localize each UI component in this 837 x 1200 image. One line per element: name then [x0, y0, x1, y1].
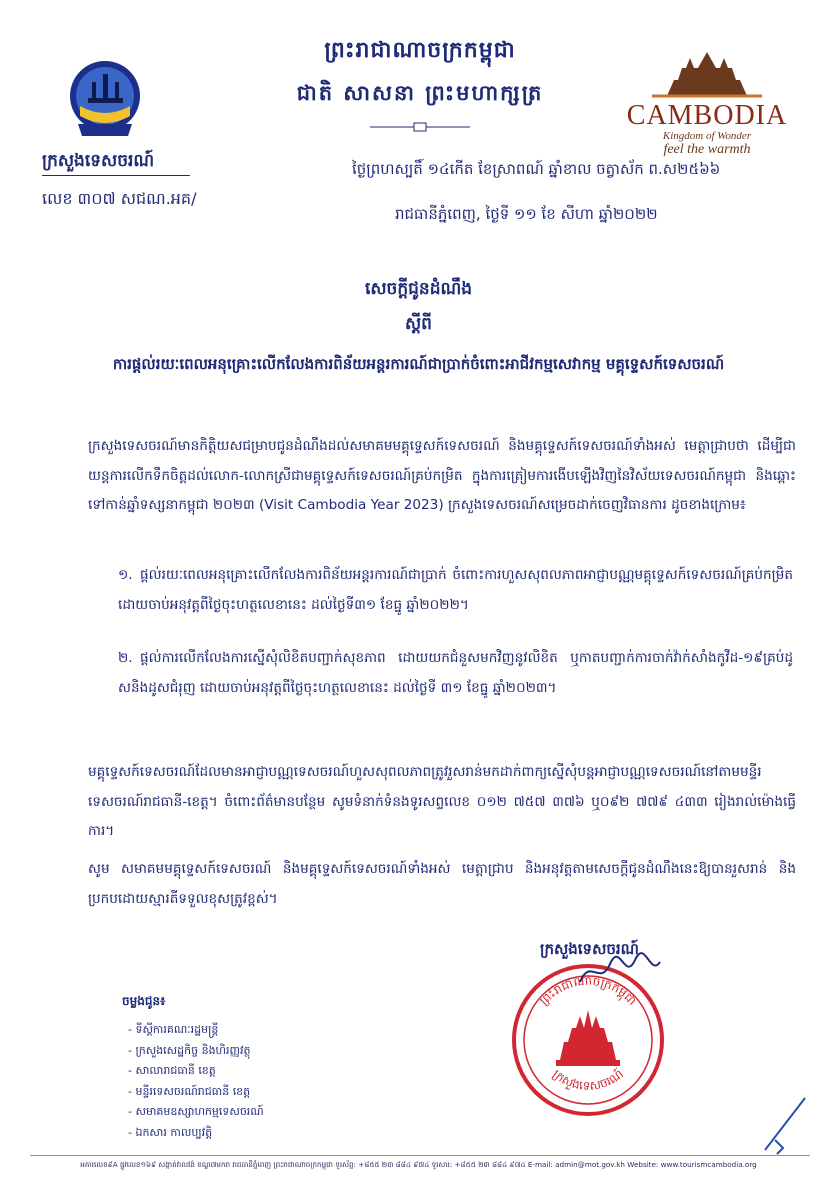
item-number: ២. [118, 650, 133, 666]
lunar-date: ថ្ងៃព្រហស្បតិ៍ ១៤កើត ខែស្រាពណ៍ ឆ្នាំខាល ចត្វាស័ក ព.ស២៥៦៦ [352, 160, 721, 178]
reference-number: លេខ ៣០៧ សជណ.អគ/ [42, 189, 197, 208]
distribution-item: - សាលារាជធានី ខេត្ត [128, 1061, 264, 1082]
closing-paragraph: សូម សមាគមមគ្គុទ្ទេសក៍ទេសចរណ៍ និងមគ្គុទ្ទេសក៍ទេសចរណ៍ទាំងអស់ មេត្តាជ្រាប និងអនុវត្តតាមសេចក្តីជូនដំណឹងនេះឱ្យបានរួសរាន់ និងប្រកបដោយស្មារតីទទួលខុសត្រូវខ្ពស់។ [88, 861, 796, 907]
cambodia-brand-logo [612, 50, 802, 160]
distribution-item: - មន្ទីរទេសចរណ៍រាជធានី ខេត្ត [128, 1082, 264, 1103]
solar-date: រាជធានីភ្នំពេញ, ថ្ងៃទី ១១ ខែ សីហា ឆ្នាំ២០២២ [395, 205, 658, 223]
seal-text-bottom: ក្រសួងទេសចរណ៍ [550, 1066, 626, 1093]
ministry-name: ក្រសួងទេសចរណ៍ [42, 151, 155, 171]
svg-text:ក្រសួងទេសចរណ៍ [550, 1066, 626, 1093]
signer-title: ក្រសួងទេសចរណ៍ [540, 940, 639, 958]
temple-emblem-icon [556, 1010, 620, 1066]
brand-slogan: feel the warmth [663, 142, 751, 157]
kingdom-title: ព្រះរាជាណាចក្រកម្ពុជា [324, 38, 516, 63]
item-text: ផ្តល់ការលើកលែងការស្នើសុំលិខិតបញ្ជាក់សុខភាព ដោយយកជំនួសមកវិញនូវលិខិត ឬកាតបញ្ជាក់ការចាក់វ៉ាក់សាំងកូវីដ-១៩គ្រប់ដូសនិងដូសជំរុញ ដោយចាប់អនុវត្តពីថ្ងៃចុះហត្ថលេខានេះ ដល់ថ្ងៃទី ៣១ ខែធ្នូ ឆ្នាំ២០២៣។ [118, 650, 793, 696]
distribution-label: ចម្លងជូន៖ [122, 994, 166, 1008]
angkor-silhouette-icon [612, 50, 802, 98]
kingdom-motto: ជាតិ សាសនា ព្រះមហាក្សត្រ [296, 81, 544, 105]
distribution-item: - ឯកសារ កាលប្បវត្តិ [128, 1123, 264, 1144]
brand-name: CAMBODIA [626, 100, 788, 131]
document-subject: ការផ្តល់រយៈពេលអនុគ្រោះលើកលែងការពិន័យអន្តរការណ៍ជាប្រាក់ចំពោះអាជីវកម្មសេវាកម្ម មគ្គុទ្ទេសក៍ទេសចរណ៍ [112, 355, 725, 373]
item-number: ១. [118, 567, 133, 583]
item-text: ផ្តល់រយៈពេលអនុគ្រោះលើកលែងការពិន័យអន្តរការណ៍ជាប្រាក់ ចំពោះការហួសសុពលភាពអាជ្ញាបណ្ណមគ្គុទ្ទេសក៍ទេសចរណ៍គ្រប់កម្រិត ដោយចាប់អនុវត្តពីថ្ងៃចុះហត្ថលេខានេះ ដល់ថ្ងៃទី៣១ ខែធ្នូ ឆ្នាំ២០២២។ [118, 567, 793, 613]
brand-tagline: Kingdom of Wonder [662, 130, 752, 142]
distribution-item: - សមាគមឧស្សាហកម្មទេសចរណ៍ [128, 1102, 264, 1123]
ministry-logo [68, 58, 142, 138]
seal-text-top: ព្រះរាជាណាចក្រកម្ពុជា [536, 973, 640, 1008]
distribution-list [128, 1020, 264, 1144]
handwritten-signature [575, 952, 665, 992]
subject-label: ស្តីពី [405, 314, 432, 334]
intro-paragraph: ក្រសួងទេសចរណ៍មានកិត្តិយសជម្រាបជូនដំណឹងដល់សមាគមមគ្គុទ្ទេសក៍ទេសចរណ៍ និងមគ្គុទ្ទេសក៍ទេសចរណ៍ទាំងអស់ មេត្តាជ្រាបថា ដើម្បីជាយន្តការលើកទឹកចិត្តដល់លោក-លោកស្រីជាមគ្គុទ្ទេសក៍ទេសចរណ៍គ្រប់កម្រិត ក្នុងការត្រៀមការងើបឡើងវិញនៃវិស័យទេសចរណ៍កម្ពុជា និងឆ្ពោះទៅកាន់ឆ្នាំទស្សនាកម្ពុជា ២០២៣ (Visit Cambodia Year 2023) ក្រសួងទេសចរណ៍សម្រេចដាក់ចេញវិធានការ ដូចខាងក្រោម៖ [88, 438, 796, 513]
document-title: សេចក្តីជូនដំណឹង [364, 279, 473, 299]
ministry-underline [42, 175, 190, 176]
divider-ornament [370, 122, 470, 132]
measure-item-1 [118, 561, 793, 620]
application-paragraph: មគ្គុទ្ទេសក៍ទេសចរណ៍ដែលមានអាជ្ញាបណ្ណទេសចរណ៍ហួសសុពលភាពត្រូវរួសរាន់មកដាក់ពាក្យស្នើសុំបន្តអាជ្ញាបណ្ណទេសចរណ៍នៅតាមមន្ទីរទេសចរណ៍រាជធានី-ខេត្ត។ ចំពោះព័ត៌មានបន្ថែម សូមទំនាក់ទំនងទូរសព្ទលេខ ០១២ ៧៥៧ ៣៧៦ ឬ០៩២ ៧៧៩ ៤៣៣ រៀងរាល់ម៉ោងធ្វើការ។ [88, 764, 796, 839]
pen-mark [755, 1090, 815, 1160]
distribution-item: - ក្រសួងសេដ្ឋកិច្ច និងហិរញ្ញវត្ថុ [128, 1041, 264, 1062]
distribution-item: - ទីស្តីការគណៈរដ្ឋមន្ត្រី [128, 1020, 264, 1041]
measure-item-2 [118, 644, 793, 703]
footer-contact: អគារលេខ៩A ផ្លូវលេខ១៦៩ សង្កាត់វាលវង់ ខណ្ឌ៧មករា រាជធានីភ្នំពេញ ព្រះរាជាណាចក្រកម្ពុជា ទូរស័ព្ទ: +៨៥៥ ២៣ ៨៨៤ ៩៧៤ ទូរសារ: +៨៥៥ ២៣ ៨៨៤ ៩៧៤ E-mail: admin@mot.gov.kh Website: www.tourismcambodia.org [80, 1160, 757, 1169]
footer-divider [30, 1155, 810, 1156]
